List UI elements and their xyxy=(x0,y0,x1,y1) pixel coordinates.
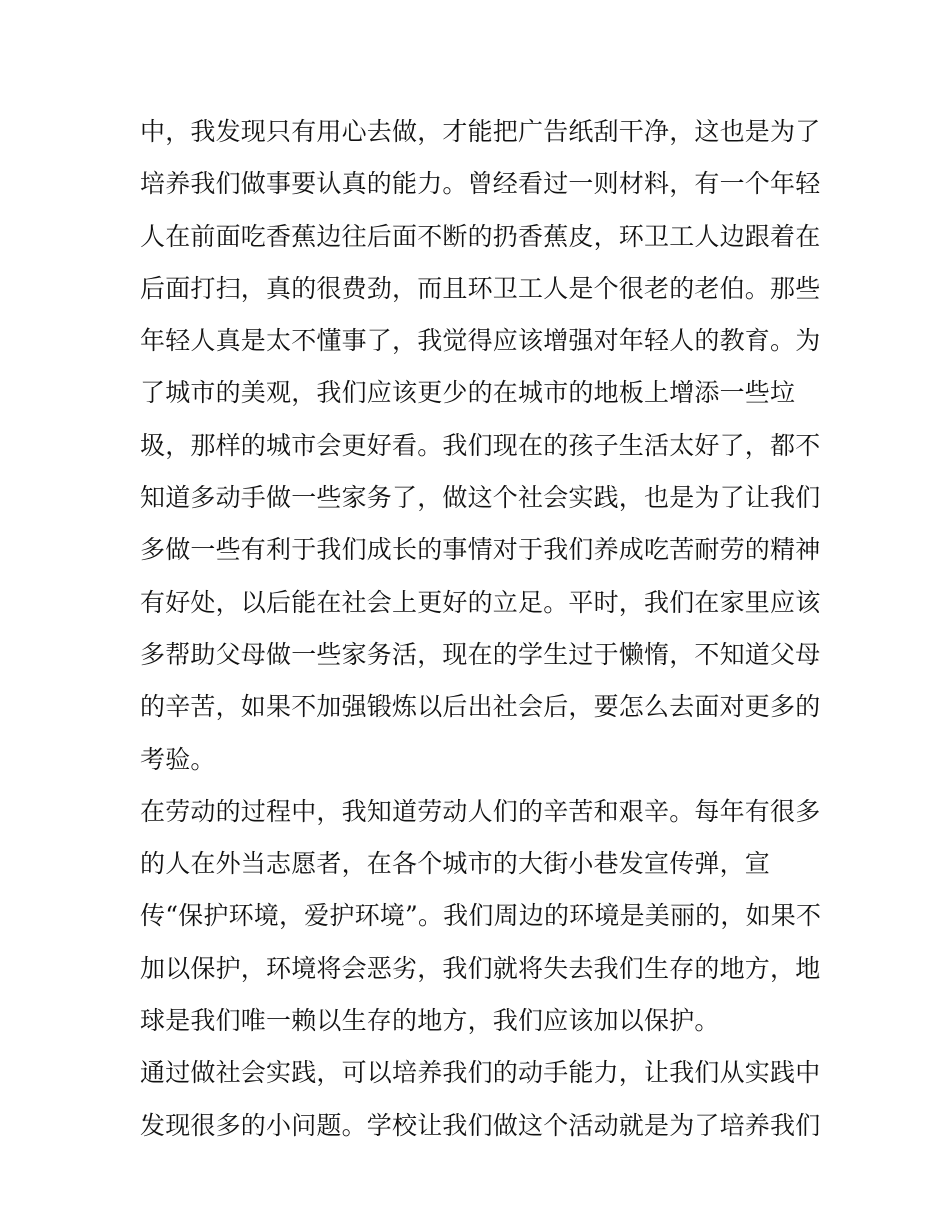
text-line-14: 在劳动的过程中，我知道劳动人们的辛苦和艰辛。每年有很多 xyxy=(140,796,821,826)
text-line-10: 有好处，以后能在社会上更好的立足。平时，我们在家里应该 xyxy=(140,587,821,617)
text-line-12: 的辛苦，如果不加强锻炼以后出社会后，要怎么去面对更多的 xyxy=(140,692,821,722)
text-line-16: 传“保护环境，爱护环境”。我们周边的环境是美丽的，如果不 xyxy=(140,901,822,931)
text-line-2: 培养我们做事要认真的能力。曾经看过一则材料，有一个年轻 xyxy=(140,169,821,199)
text-line-15: 的人在外当志愿者，在各个城市的大街小巷发宣传弹，宣 xyxy=(140,849,771,879)
text-line-1: 中，我发现只有用心去做，才能把广告纸刮干净，这也是为了 xyxy=(140,117,821,146)
text-line-19: 通过做社会实践，可以培养我们的动手能力，让我们从实践中 xyxy=(140,1058,821,1088)
text-line-20: 发现很多的小问题。学校让我们做这个活动就是为了培养我们 xyxy=(140,1110,821,1140)
text-line-13: 考验。 xyxy=(140,744,216,774)
text-line-6: 了城市的美观，我们应该更少的在城市的地板上增添一些垃 xyxy=(140,378,796,408)
text-line-5: 年轻人真是太不懂事了，我觉得应该增强对年轻人的教育。为 xyxy=(140,326,821,356)
text-line-11: 多帮助父母做一些家务活，现在的学生过于懒惰，不知道父母 xyxy=(140,639,821,669)
text-line-7: 圾，那样的城市会更好看。我们现在的孩子生活太好了，都不 xyxy=(140,430,821,460)
text-line-9: 多做一些有利于我们成长的事情对于我们养成吃苦耐劳的精神 xyxy=(140,535,821,565)
text-line-17: 加以保护，环境将会恶劣，我们就将失去我们生存的地方，地 xyxy=(140,953,821,983)
text-line-18: 球是我们唯一赖以生存的地方，我们应该加以保护。 xyxy=(140,1006,720,1036)
text-line-4: 后面打扫，真的很费劲，而且环卫工人是个很老的老伯。那些 xyxy=(140,273,821,303)
text-line-3: 人在前面吃香蕉边往后面不断的扔香蕉皮，环卫工人边跟着在 xyxy=(140,221,821,251)
text-line-8: 知道多动手做一些家务了，做这个社会实践，也是为了让我们 xyxy=(140,483,821,513)
document-body xyxy=(140,106,840,1152)
